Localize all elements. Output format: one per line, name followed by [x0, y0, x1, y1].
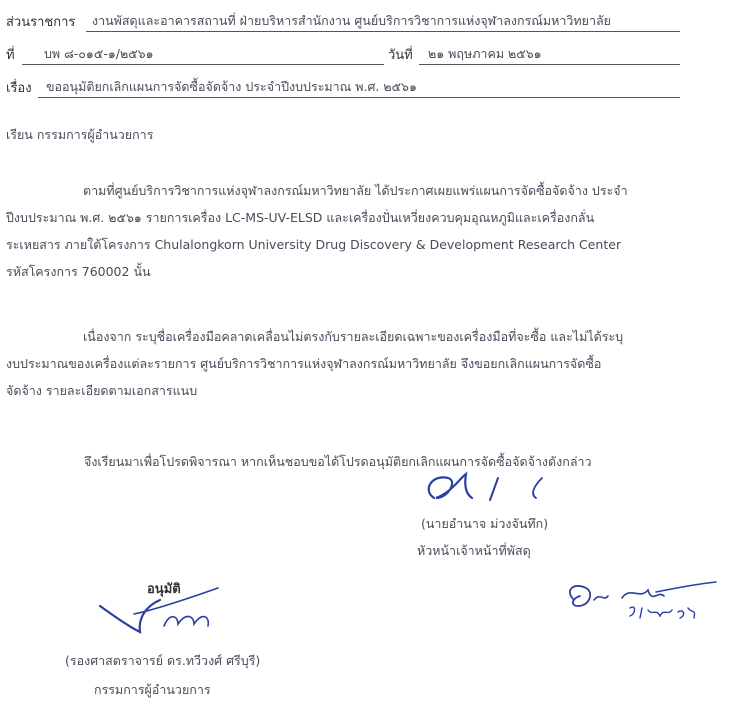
approval-name: (รองศาสตราจารย์ ดร.ทวีวงศ์ ศรีบุรี)	[65, 653, 261, 668]
agency-value: งานพัสดุและอาคารสถานที่ ฝ่ายบริหารสำนักงาน ศูนย์บริการวิชาการแห่งจุฬาลงกรณ์มหาวิทยาลัย	[92, 13, 611, 28]
approval-signature	[94, 582, 244, 640]
approval-label: อนุมัติ	[147, 582, 181, 597]
paragraph-line: รหัสโครงการ 760002 นั้น	[6, 264, 151, 279]
agency-underline	[86, 31, 680, 32]
paragraph-line: งบประมาณของเครื่องแต่ละรายการ ศูนย์บริการวิชาการแห่งจุฬาลงกรณ์มหาวิทยาลัย จึงขอยกเลิกแผนการจัดซื้อ	[6, 356, 602, 371]
date-value: ๒๑ พฤษภาคม ๒๕๖๑	[428, 46, 542, 61]
paragraph-line: ปีงบประมาณ พ.ศ. ๒๕๖๑ รายการเครื่อง LC-MS-UV-ELSD และเครื่องปั่นเหวี่ยงควบคุมอุณหภูมิและเครื่องกลั่น	[6, 210, 595, 225]
subject-label: เรื่อง	[6, 81, 32, 96]
approval-title: กรรมการผู้อำนวยการ	[94, 682, 211, 697]
signer-title: หัวหน้าเจ้าหน้าที่พัสดุ	[417, 543, 531, 558]
initial-signature	[560, 578, 720, 632]
paragraph-line: เนื่องจาก ระบุชื่อเครื่องมือคลาดเคลื่อนไม่ตรงกับรายละเอียดเฉพาะของเครื่องมือที่จะซื้อ และไม่ได้ระบุ	[83, 329, 624, 344]
paragraph-reason	[6, 323, 726, 404]
paragraph-line: ระเหยสาร ภายใต้โครงการ Chulalongkorn University Drug Discovery & Development Research Center	[6, 237, 622, 252]
reference-label: ที่	[6, 48, 15, 63]
signer-name: (นายอำนาจ ม่วงจันทึก)	[421, 516, 549, 531]
paragraph-line: ตามที่ศูนย์บริการวิชาการแห่งจุฬาลงกรณ์มหาวิทยาลัย ได้ประกาศเผยแพร่แผนการจัดซื้อจัดจ้าง ประจำ	[83, 183, 628, 198]
reference-number: บพ ๘-๐๑๕-๑/๒๕๖๑	[44, 46, 154, 61]
paragraph-background	[6, 177, 726, 285]
subject-value: ขออนุมัติยกเลิกแผนการจัดซื้อจัดจ้าง ประจำปีงบประมาณ พ.ศ. ๒๕๖๑	[46, 79, 417, 94]
closing-sentence: จึงเรียนมาเพื่อโปรดพิจารณา หากเห็นชอบขอได้โปรดอนุมัติยกเลิกแผนการจัดซื้อจัดจ้างดังกล่าว	[84, 454, 592, 469]
agency-label: ส่วนราชการ	[6, 15, 76, 30]
paragraph-line: จัดจ้าง รายละเอียดตามเอกสารแนบ	[6, 383, 198, 398]
date-label: วันที่	[388, 48, 413, 63]
salutation: เรียน กรรมการผู้อำนวยการ	[6, 127, 154, 142]
subject-underline	[38, 97, 680, 98]
signer-signature	[418, 468, 568, 516]
reference-underline	[22, 64, 384, 65]
date-underline	[419, 64, 680, 65]
